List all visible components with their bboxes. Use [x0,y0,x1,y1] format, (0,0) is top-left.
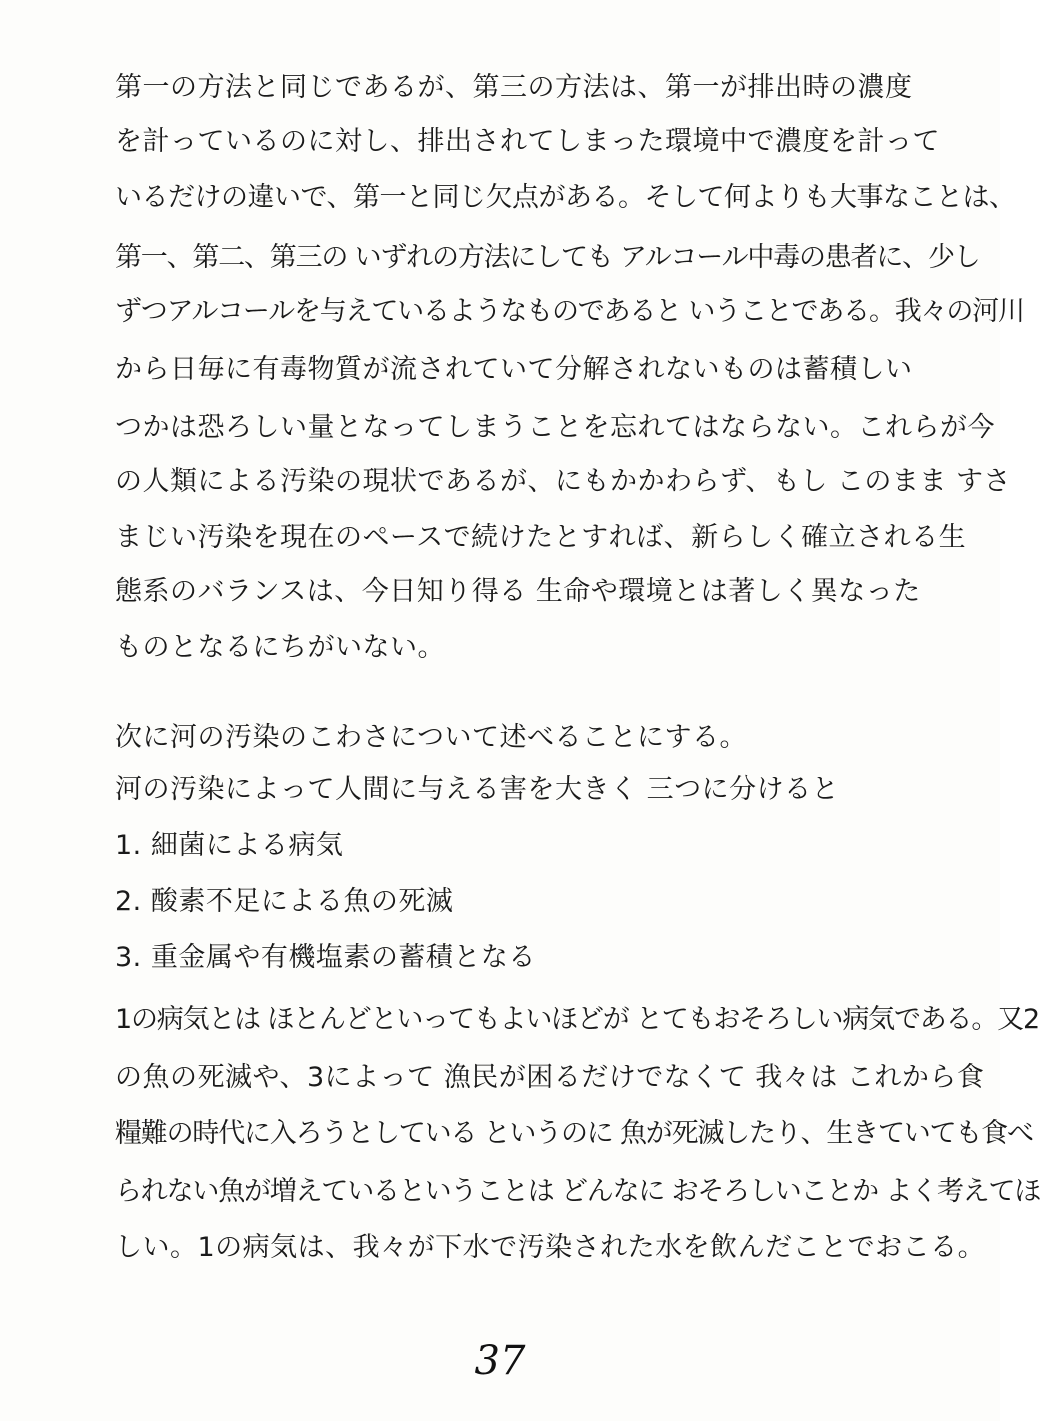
text-line: 1の病気とは ほとんどといってもよいほどが とてもおそろしい病気である。又2 [115,1004,1039,1035]
text-line: の人類による汚染の現状であるが、にもかかわらず、もし このまま すさ [115,466,1012,497]
text-line: 第一の方法と同じであるが、第三の方法は、第一が排出時の濃度 [115,72,913,103]
text-line: ものとなるにちがいない。 [115,632,445,663]
text-line: つかは恐ろしい量となってしまうことを忘れてはならない。これらが今 [115,412,995,443]
page-number: 37 [474,1338,526,1384]
text-line: いるだけの違いで、第一と同じ欠点がある。そして何よりも大事なことは、 [115,182,1016,213]
text-line: から日毎に有毒物質が流されていて分解されないものは蓄積しい [115,354,913,385]
text-line: しい。1の病気は、我々が下水で汚染された水を飲んだことでおこる。 [115,1232,986,1263]
text-line: 糧難の時代に入ろうとしている というのに 魚が死滅したり、生きていても食べ [115,1118,1033,1149]
text-line: 次に河の汚染のこわさについて述べることにする。 [115,722,747,753]
text-line: まじい汚染を現在のペースで続けたとすれば、新らしく確立される生 [115,522,967,553]
list-item: 1. 細菌による病気 [115,830,344,861]
text-line: ずつアルコールを与えているようなものであると いうことである。我々の河川 [115,296,1024,327]
text-line: を計っているのに対し、排出されてしまった環境中で濃度を計って [115,126,940,157]
text-line: 河の汚染によって人間に与える害を大きく 三つに分けると [115,774,840,805]
text-line: の魚の死滅や、3によって 漁民が困るだけでなくて 我々は これから食 [115,1062,985,1093]
list-item: 3. 重金属や有機塩素の蓄積となる [115,942,536,973]
text-line: られない魚が増えているということは どんなに おそろしいことか よく考えてほ [115,1176,1040,1207]
list-item: 2. 酸素不足による魚の死滅 [115,886,454,917]
text-line: 第一、第二、第三の いずれの方法にしても アルコール中毒の患者に、少し [115,242,980,273]
text-line: 態系のバランスは、今日知り得る 生命や環境とは著しく異なった [115,576,921,607]
